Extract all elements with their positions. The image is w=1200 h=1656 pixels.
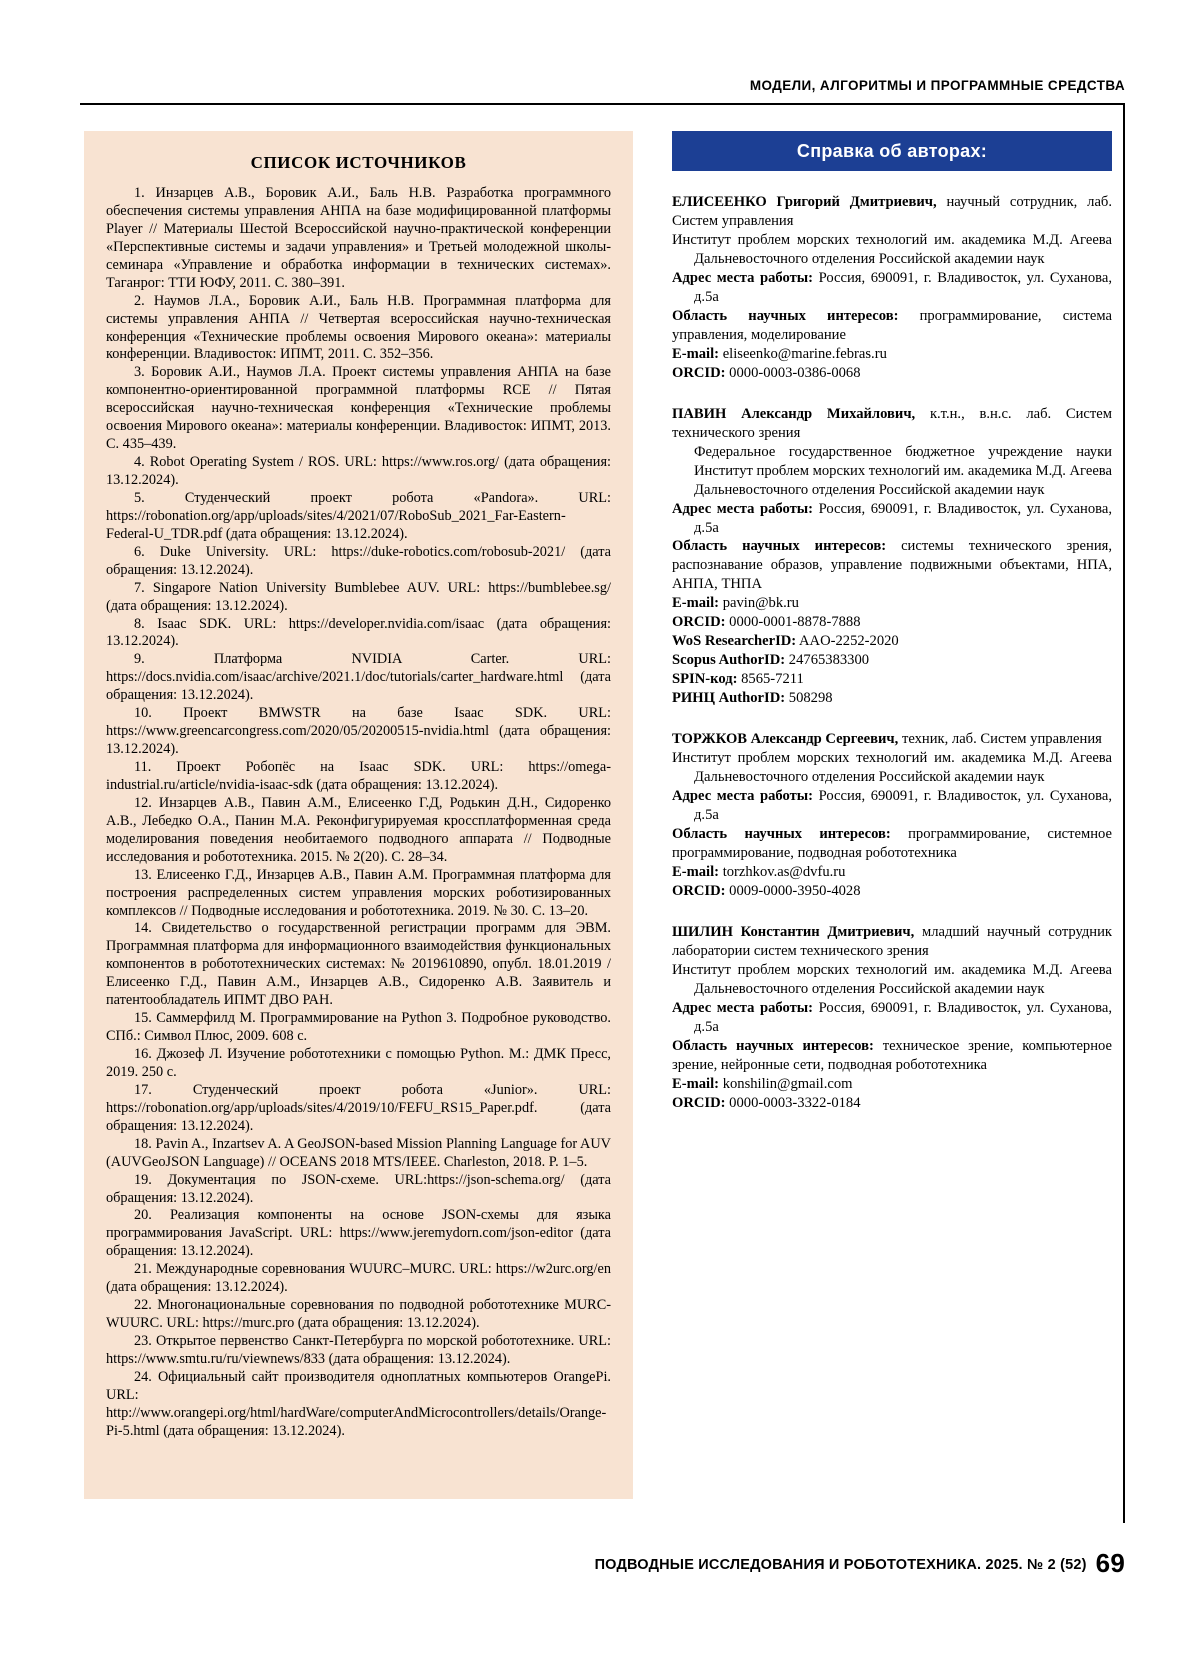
reference-item: 12. Инзарцев А.В., Павин А.М., Елисеенко Г.Д, Родькин Д.Н., Сидоренко А.В., Лебедко О.А., Панин М.А. Реконфигурируемая кросcплатформенная среда моделирования поведения необитаемого подводного аппарата // Подводные исследования и робототехника. 2015. № 2(20). С. 28–34. <box>106 794 611 865</box>
author-entry <box>672 405 1112 709</box>
author-organization: Федеральное государственное бюджетное учреждение науки Институт проблем морских технологий им. академика М.Д. Агеева Дальневосточного отделения Российской академии наук <box>694 443 1112 498</box>
author-position: научный сотрудник, лаб. Систем управления <box>672 194 1112 229</box>
author-workplace-line <box>672 500 1112 538</box>
right-vertical-rule <box>1123 103 1125 1523</box>
wos-label: WoS ResearcherID: <box>672 633 797 650</box>
reference-item: 23. Открытое первенство Санкт-Петербурга по морской робототехнике. URL: https://www.smtu.ru/ru/viewnews/833 (дата обращения: 13.12.2024). <box>106 1333 611 1367</box>
rinc-label: РИНЦ AuthorID: <box>672 690 786 707</box>
reference-item: 1. Инзарцев А.В., Боровик А.И., Баль Н.В. Разработка программного обеспечения системы управления АНПА на базе модифицированной платформы Player // Материалы Шестой Всероссийской научно-практической конференции «Перспективные системы и задачи управления» и Третьей молодежной школы-семинара «Управление и обработка информации в технических системах». Таганрог: ТТИ ЮФУ, 2011. С. 380–391. <box>106 185 611 291</box>
author-rinc: 508298 <box>788 690 833 707</box>
scopus-label: Scopus AuthorID: <box>672 652 786 669</box>
author-workplace-line <box>672 999 1112 1037</box>
author-entry <box>672 730 1112 901</box>
references-title: СПИСОК ИСТОЧНИКОВ <box>250 153 467 172</box>
spin-label: SPIN-код: <box>672 671 738 688</box>
author-name-line <box>672 730 1112 749</box>
reference-item: 6. Duke University. URL: https://duke-robotics.com/robosub-2021/ (дата обращения: 13.12.2024). <box>106 543 611 578</box>
author-spin-line <box>672 670 1112 689</box>
author-entry <box>672 193 1112 383</box>
reference-item: 15. Саммерфилд М. Программирование на Python 3. Подробное руководство. СПб.: Символ Плюс, 2009. 608 с. <box>106 1010 611 1045</box>
orcid-label: ORCID: <box>672 614 726 631</box>
author-orcid-line <box>672 882 1112 901</box>
author-name: ПАВИН Александр Михайлович, <box>672 405 916 422</box>
author-email[interactable]: eliseenko@marine.febras.ru <box>722 345 887 362</box>
author-email[interactable]: torzhkov.as@dvfu.ru <box>722 863 846 880</box>
author-orcid-line <box>672 613 1112 632</box>
author-organization: Институт проблем морских технологий им. академика М.Д. Агеева Дальневосточного отделения Российской академии наук <box>672 231 1112 267</box>
reference-item: 3. Боровик А.И., Наумов Л.А. Проект системы управления АНПА на базе компонентно-ориентированной программной платформы RCE // Пятая всероссийская научно-техническая конференция «Технические проблемы освоения Мирового океана»: материалы конференции. Владивосток: ИПМТ, 2013. С. 435–439. <box>106 364 611 453</box>
author-workplace: Россия, 690091, г. Владивосток, ул. Суханова, д.5а <box>694 500 1112 536</box>
reference-item: 2. Наумов Л.А., Боровик А.И., Баль Н.В. Программная платформа для системы управления АНПА // Четвертая всероссийская научно-техническая конференция «Технические проблемы освоения Мирового океана»: материалы конференции. Владивосток: ИПМТ, 2011. С. 352–356. <box>106 292 611 363</box>
author-workplace: Россия, 690091, г. Владивосток, ул. Суханова, д.5а <box>694 788 1112 824</box>
author-orcid: 0009-0000-3950-4028 <box>729 882 861 899</box>
reference-item: 18. Pavin A., Inzartsev A. A GeoJSON-based Mission Planning Language for AUV (AUVGeoJSON Language) // OCEANS 2018 MTS/IEEE. Charleston, 2018. P. 1–5. <box>106 1135 611 1170</box>
interests-label: Область научных интересов: <box>672 538 887 555</box>
author-interests-line <box>672 307 1112 345</box>
author-scopus-line <box>672 651 1112 670</box>
author-email-line <box>672 345 1112 364</box>
references-panel <box>84 131 633 1499</box>
author-interests: системы технического зрения, распознавание образов, управление подвижными объектами, НПА, АНПА, ТНПА <box>672 538 1112 593</box>
page-number: 69 <box>1095 1548 1125 1578</box>
author-interests-line <box>672 537 1112 594</box>
reference-item: 13. Елисеенко Г.Д., Инзарцев А.В., Павин А.М. Программная платформа для построения распределенных систем управления морских роботизированных комплексов // Подводные исследования и робототехника. 2019. № 30. С. 13–20. <box>106 866 611 919</box>
author-interests: программирование, система управления, моделирование <box>672 307 1112 343</box>
author-name-line <box>672 405 1112 443</box>
author-name: ШИЛИН Константин Дмитриевич, <box>672 923 915 940</box>
author-position: техник, лаб. Систем управления <box>898 731 1102 748</box>
workplace-label: Адрес места работы: <box>672 999 814 1016</box>
author-workplace-line <box>672 269 1112 307</box>
reference-item: 21. Международные соревнования WUURC–MURC. URL: https://w2urc.org/en (дата обращения: 13.12.2024). <box>106 1261 611 1296</box>
author-orcid-line <box>672 1094 1112 1113</box>
orcid-label: ORCID: <box>672 882 726 899</box>
author-orcid: 0000-0003-3322-0184 <box>729 1094 861 1111</box>
author-name: ЕЛИСЕЕНКО Григорий Дмитриевич, <box>672 194 937 210</box>
interests-label: Область научных интересов: <box>672 1037 874 1054</box>
reference-item: 4. Robot Operating System / ROS. URL: https://www.ros.org/ (дата обращения: 13.12.2024). <box>106 454 611 488</box>
author-wos: AAO-2252-2020 <box>799 633 899 650</box>
interests-label: Область научных интересов: <box>672 307 899 324</box>
author-email-line <box>672 863 1112 882</box>
author-name-line <box>672 193 1112 231</box>
author-orcid: 0000-0001-8878-7888 <box>729 614 861 631</box>
author-orcid: 0000-0003-0386-0068 <box>729 364 861 381</box>
workplace-label: Адрес места работы: <box>672 788 814 805</box>
reference-item: 22. Многонациональные соревнования по подводной робототехнике MURC-WUURC. URL: https://murc.pro (дата обращения: 13.12.2024). <box>106 1297 611 1332</box>
orcid-label: ORCID: <box>672 1094 726 1111</box>
author-scopus: 24765383300 <box>788 652 870 669</box>
author-workplace-line <box>672 787 1112 825</box>
email-label: E-mail: <box>672 345 720 362</box>
author-name: ТОРЖКОВ Александр Сергеевич, <box>672 731 899 748</box>
interests-label: Область научных интересов: <box>672 826 891 843</box>
author-wos-line <box>672 632 1112 651</box>
header-rule <box>80 103 1125 105</box>
reference-item: 11. Проект Робопёс на Isaac SDK. URL: https://omega-industrial.ru/article/nvidia-isaac-sdk (дата обращения: 13.12.2024). <box>106 759 611 793</box>
page-footer <box>80 1548 1125 1579</box>
author-rinc-line <box>672 689 1112 708</box>
author-interests-line <box>672 825 1112 863</box>
author-email-line <box>672 1075 1112 1094</box>
reference-item: 5. Студенческий проект робота «Pandora». URL: https://robonation.org/app/uploads/sites/4/2021/07/RoboSub_2021_Far-Eastern-Federal-U_TDR.pdf (дата обращения: 13.12.2024). <box>106 489 611 542</box>
author-interests: программирование, системное программирование, подводная робототехника <box>672 826 1112 861</box>
author-interests: техническое зрение, компьютерное зрение, нейронные сети, подводная робототехника <box>672 1037 1112 1073</box>
author-position: младший научный сотрудник лаборатории систем технического зрения <box>672 923 1113 959</box>
author-organization: Институт проблем морских технологий им. академика М.Д. Агеева Дальневосточного отделения Российской академии наук <box>672 961 1112 997</box>
running-head: МОДЕЛИ, АЛГОРИТМЫ И ПРОГРАММНЫЕ СРЕДСТВА <box>749 78 1125 93</box>
author-name-line <box>672 923 1112 961</box>
author-entry <box>672 923 1112 1113</box>
authors-banner: Справка об авторах: <box>672 131 1112 171</box>
author-position: к.т.н., в.н.с. лаб. Систем технического зрения <box>672 405 1113 441</box>
workplace-label: Адрес места работы: <box>672 500 814 517</box>
author-email[interactable]: pavin@bk.ru <box>722 595 799 612</box>
reference-item: 10. Проект BMWSTR на базе Isaac SDK. URL: https://www.greencarcongress.com/2020/05/20200515-nvidia.html (дата обращения: 13.12.2024). <box>106 705 611 758</box>
author-spin: 8565-7211 <box>741 671 804 688</box>
email-label: E-mail: <box>672 595 720 612</box>
email-label: E-mail: <box>672 863 720 880</box>
reference-item: 16. Джозеф Л. Изучение робототехники с помощью Python. М.: ДМК Пресс, 2019. 250 с. <box>106 1046 611 1080</box>
author-workplace: Россия, 690091, г. Владивосток, ул. Суханова, д.5а <box>694 269 1112 305</box>
references-list <box>84 185 633 1441</box>
journal-title: ПОДВОДНЫЕ ИССЛЕДОВАНИЯ И РОБОТОТЕХНИКА. 2025. № 2 (52) <box>594 1557 1087 1573</box>
author-email-line <box>672 594 1112 613</box>
reference-item: 17. Студенческий проект робота «Junior». URL: https://robonation.org/app/uploads/sites/4/2019/10/FEFU_RS15_Paper.pdf. (дата обращения: 13.12.2024). <box>106 1081 611 1134</box>
workplace-label: Адрес места работы: <box>672 269 814 286</box>
author-interests-line <box>672 1037 1112 1075</box>
author-email[interactable]: konshilin@gmail.com <box>722 1075 853 1092</box>
reference-item: 8. Isaac SDK. URL: https://developer.nvidia.com/isaac (дата обращения: 13.12.2024). <box>106 615 611 650</box>
author-orcid-line <box>672 364 1112 383</box>
reference-item: 7. Singapore Nation University Bumblebee AUV. URL: https://bumblebee.sg/ (дата обращения: 13.12.2024). <box>106 579 611 614</box>
orcid-label: ORCID: <box>672 364 726 381</box>
reference-item: 24. Официальный сайт производителя одноплатных компьютеров OrangePi. URL: http://www.orangepi.org/html/hardWare/computerAndMicrocontrollers/details/Orange-Pi-5.html (дата обращения: 13.12.2024). <box>106 1368 611 1439</box>
reference-item: 9. Платформа NVIDIA Carter. URL: https://docs.nvidia.com/isaac/archive/2021.1/doc/tutorials/carter_hardware.html (дата обращения: 13.12.2024). <box>106 651 611 704</box>
reference-item: 20. Реализация компоненты на основе JSON-схемы для языка программирования JavaScript. URL: https://www.jeremydorn.com/json-editor (дата обращения: 13.12.2024). <box>106 1207 611 1260</box>
authors-column <box>672 131 1112 1113</box>
reference-item: 14. Свидетельство о государственной регистрации программ для ЭВМ. Программная платформа для информационного взаимодействия функциональных компонентов в робототехнических системах: № 2019610890, опубл. 18.01.2019 / Елисеенко Г.Д., Павин А.М., Инзарцев А.В., Сидоренко А.В. Заявитель и патентообладатель ИПМТ ДВО РАН. <box>106 920 611 1009</box>
author-organization: Институт проблем морских технологий им. академика М.Д. Агеева Дальневосточного отделения Российской академии наук <box>672 750 1112 786</box>
reference-item: 19. Документация по JSON-схеме. URL:https://json-schema.org/ (дата обращения: 13.12.2024). <box>106 1171 611 1206</box>
author-workplace: Россия, 690091, г. Владивосток, ул. Суханова, д.5а <box>694 999 1112 1035</box>
email-label: E-mail: <box>672 1075 720 1092</box>
